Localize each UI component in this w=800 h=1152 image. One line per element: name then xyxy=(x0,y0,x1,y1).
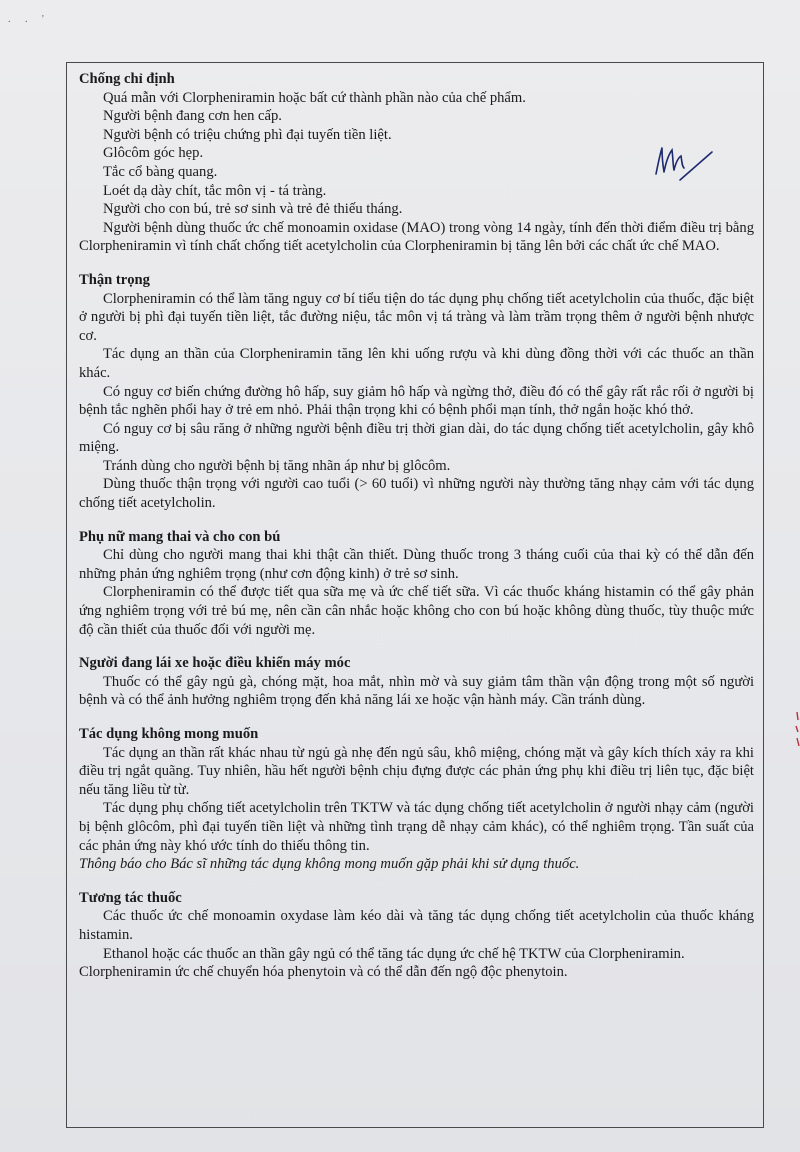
paragraph: Glôcôm góc hẹp. xyxy=(103,145,204,162)
paragraph: Chỉ dùng cho người mang thai khi thật cần thiết. Dùng thuốc trong 3 tháng cuối của thai kỳ có thể dẫn đến những phản ứng nghiêm trọng (như cơn động kinh) ở trẻ sơ sinh. xyxy=(79,547,754,582)
paragraph: Người bệnh có triệu chứng phì đại tuyến tiền liệt. xyxy=(103,126,392,143)
section-contraindications xyxy=(79,70,754,256)
paragraph: Quá mẫn với Clorpheniramin hoặc bất cứ thành phần nào của chế phẩm. xyxy=(103,89,526,106)
paragraph: Dùng thuốc thận trọng với người cao tuổi (> 60 tuổi) vì những người này thường tăng nhạy cảm với tác dụng chống tiết acetylcholin. xyxy=(79,476,754,512)
document-body xyxy=(79,70,754,997)
edge-stamp-mark xyxy=(794,710,800,750)
paragraph: Clorpheniramin có thể làm tăng nguy cơ bí tiểu tiện do tác dụng phụ chống tiết acetylcholin của thuốc, đặc biệt ở người bị phì đại tuyến tiền liệt, tắc đường niệu, tắc môn vị tá tràng và làm trầm trọng thêm ở người bệnh nhược cơ. xyxy=(79,290,754,344)
italic-note: Thông báo cho Bác sĩ những tác dụng không mong muốn gặp phải khi sử dụng thuốc. xyxy=(79,856,580,873)
paragraph: Loét dạ dày chít, tắc môn vị - tá tràng. xyxy=(103,182,327,199)
section-heading: Tương tác thuốc xyxy=(79,889,182,906)
paragraph: Tắc cổ bàng quang. xyxy=(103,163,218,180)
paragraph: Người bệnh dùng thuốc ức chế monoamin oxidase (MAO) trong vòng 14 ngày, tính đến thời điểm điều trị bằng Clorpheniramin vì tính chất chống tiết acetylcholin của Clorpheniramin bị tăng lên bởi các chất ức chế MAO. xyxy=(79,219,754,255)
section-heading: Người đang lái xe hoặc điều khiển máy móc xyxy=(79,655,351,672)
paragraph: Người bệnh đang cơn hen cấp. xyxy=(103,108,282,125)
paragraph: Các thuốc ức chế monoamin oxydase làm kéo dài và tăng tác dụng chống tiết acetylcholin của thuốc kháng histamin. xyxy=(79,908,754,943)
paragraph: Clorpheniramin ức chế chuyển hóa phenytoin và có thể dẫn đến ngộ độc phenytoin. xyxy=(79,964,568,981)
section-pregnancy-lactation xyxy=(79,528,754,640)
paragraph: Tránh dùng cho người bệnh bị tăng nhãn áp như bị glôcôm. xyxy=(103,457,451,474)
paragraph: Tác dụng an thần của Clorpheniramin tăng lên khi uống rượu và khi dùng đồng thời với các thuốc an thần khác. xyxy=(79,346,754,381)
paragraph: Có nguy cơ biến chứng đường hô hấp, suy giảm hô hấp và ngừng thở, điều đó có thể gây rất rắc rối ở người bị bệnh tắc nghẽn phổi hay ở trẻ em nhỏ. Phải thận trọng khi có bệnh phổi mạn tính, thở ngắn hoặc khó thở. xyxy=(79,383,754,419)
paragraph: Có nguy cơ bị sâu răng ở những người bệnh điều trị thời gian dài, do tác dụng chống tiết acetylcholin, gây khô miệng. xyxy=(79,420,754,456)
paragraph: Clorpheniramin có thể được tiết qua sữa mẹ và ức chế tiết sữa. Vì các thuốc kháng histamin có thể gây phản ứng nghiêm trọng với trẻ bú mẹ, nên cần cân nhắc hoặc không cho con bú hoặc không dùng thuốc, tùy thuộc mức độ cần thiết của thuốc đối với người mẹ. xyxy=(79,584,754,638)
section-drug-interactions xyxy=(79,889,754,982)
section-heading: Thận trọng xyxy=(79,271,150,288)
section-precautions xyxy=(79,271,754,513)
section-heading: Tác dụng không mong muốn xyxy=(79,726,259,742)
section-heading: Chống chỉ định xyxy=(79,71,175,87)
paragraph: Ethanol hoặc các thuốc an thần gây ngủ có thể tăng tác dụng ức chế hệ TKTW của Clorpheniramin. xyxy=(103,945,685,962)
paragraph: Tác dụng an thần rất khác nhau từ ngủ gà nhẹ đến ngủ sâu, khô miệng, chóng mặt và gây kích thích xảy ra khi điều trị ngắt quãng. Tuy nhiên, hầu hết người bệnh chịu đựng được các phản ứng phụ khi điều trị liên tục, đặc biệt nếu tăng liều từ từ. xyxy=(79,744,754,798)
paragraph: Người cho con bú, trẻ sơ sinh và trẻ đẻ thiếu tháng. xyxy=(103,201,403,218)
paragraph: Tác dụng phụ chống tiết acetylcholin trên TKTW và tác dụng chống tiết acetylcholin ở người nhạy cảm (người bị bệnh glôcôm, phì đại tuyến tiền liệt và những tình trạng dễ nhạy cảm khác), có thể nghiêm trọng. Tần suất của các phản ứng này khó ước tính do thiếu thông tin. xyxy=(79,800,754,854)
section-driving-machinery xyxy=(79,654,754,710)
paragraph: Thuốc có thể gây ngủ gà, chóng mặt, hoa mắt, nhìn mờ và suy giảm tâm thần vận động trong một số người bệnh và có thể ảnh hưởng nghiêm trọng đến khả năng lái xe hoặc vận hành máy. Cần tránh dùng. xyxy=(79,673,754,709)
section-adverse-effects xyxy=(79,725,754,874)
scan-speck: . . ' xyxy=(8,14,50,25)
section-heading: Phụ nữ mang thai và cho con bú xyxy=(79,528,281,545)
